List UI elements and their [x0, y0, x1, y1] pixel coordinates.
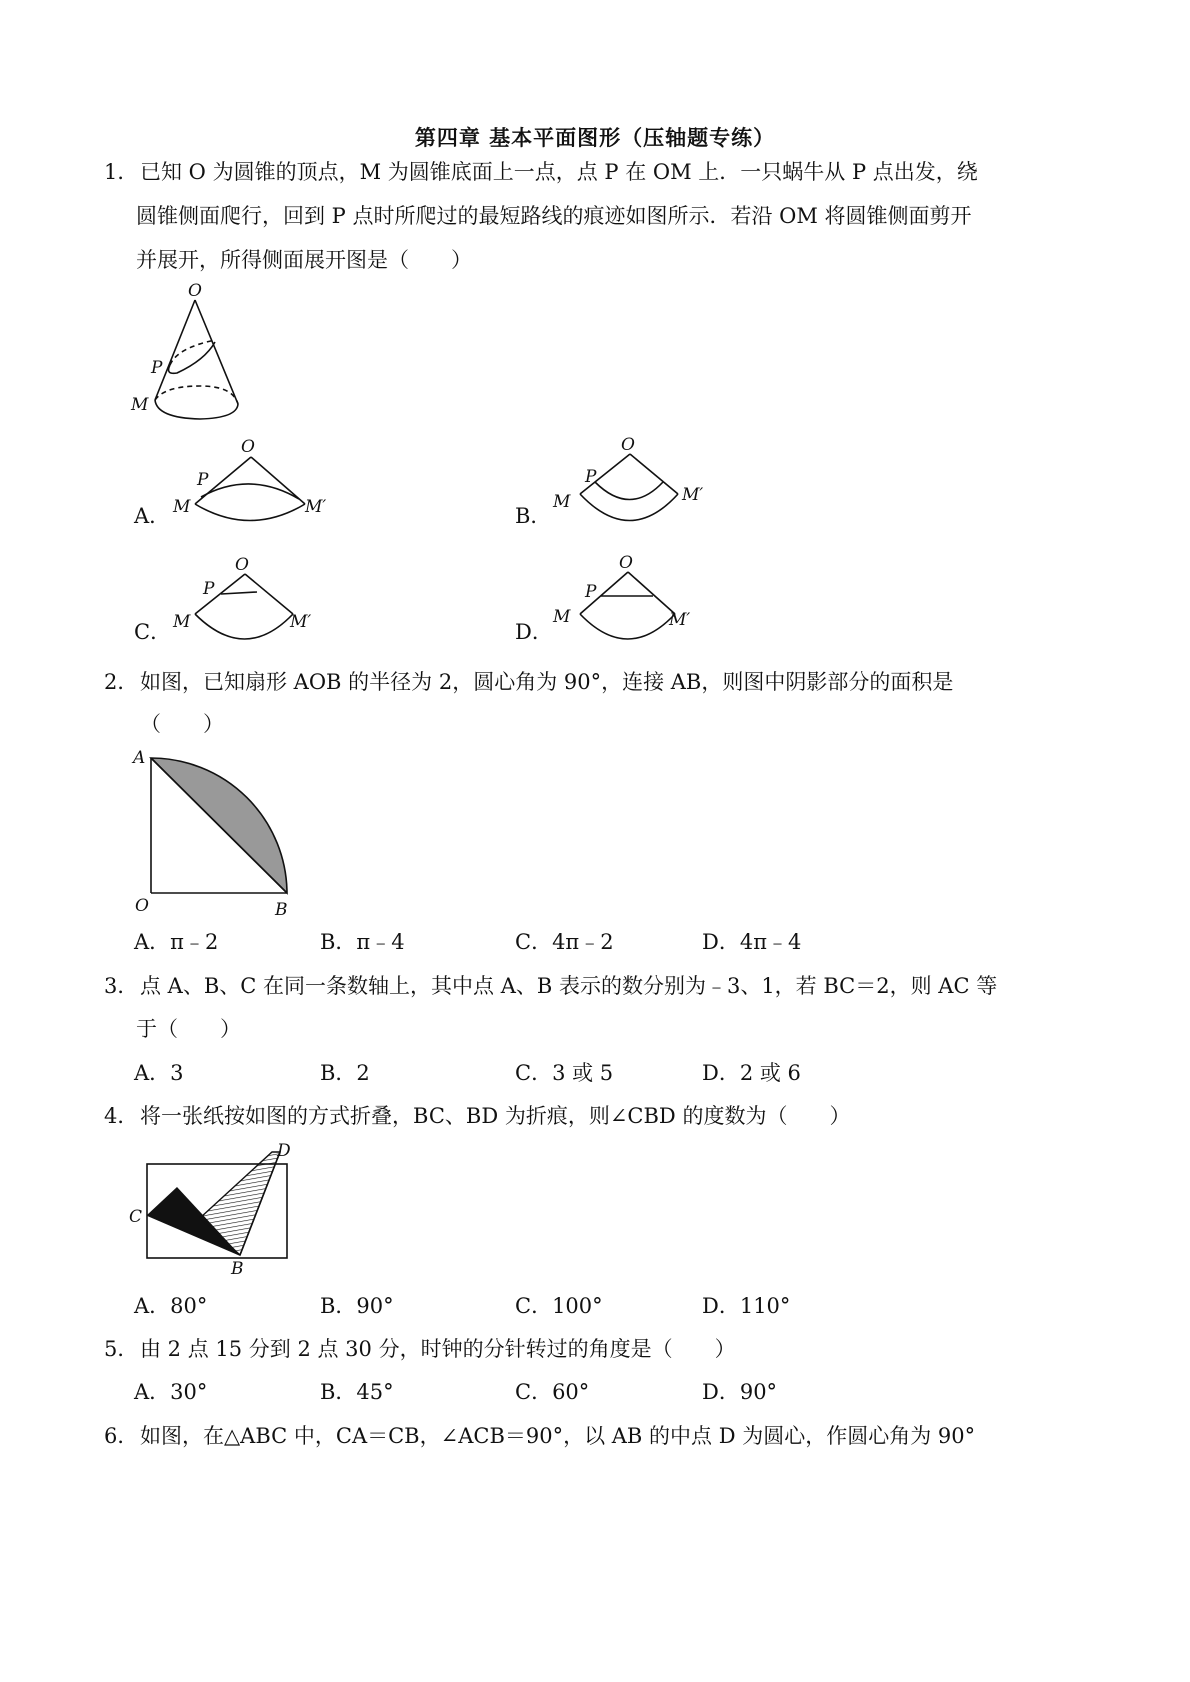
q2-label-o: O — [135, 896, 149, 916]
cone-label-p: P — [151, 358, 163, 378]
option-b-label-p: P — [585, 467, 597, 487]
option-a-label-p: P — [197, 470, 209, 490]
q1-option-a-figure — [165, 432, 345, 532]
cone-label-m: M — [131, 395, 149, 415]
q3-option-d: D．2 或 6 — [702, 1061, 801, 1085]
q1-option-d-figure — [545, 552, 725, 652]
option-a-label-m: M — [173, 497, 191, 517]
q4-number: 4． — [104, 1104, 139, 1128]
q5-option-c: C．60° — [515, 1380, 590, 1404]
q3-number: 3． — [104, 974, 139, 998]
q1-cone-figure — [125, 280, 255, 425]
q3-line-1: 点 A、B、C 在同一条数轴上，其中点 A、B 表示的数分别为﹣3、1，若 BC＝2，则 AC 等 — [140, 974, 998, 998]
q1-option-b-figure — [545, 432, 725, 532]
q3-option-b: B．2 — [320, 1061, 370, 1085]
option-d-label-m: M — [553, 607, 571, 627]
q1-line-1: 已知 O 为圆锥的顶点，M 为圆锥底面上一点，点 P 在 OM 上．一只蜗牛从 P 点出发，绕 — [140, 160, 978, 184]
option-d-label-m2: M′ — [669, 610, 691, 630]
q2-label-a: A — [133, 748, 146, 768]
q4-option-d: D．110° — [702, 1294, 791, 1318]
q4-fold-figure — [125, 1140, 305, 1280]
option-c-label-o: O — [235, 555, 249, 575]
q4-option-c: C．100° — [515, 1294, 603, 1318]
option-c-label-m2: M′ — [290, 612, 312, 632]
q2-option-d: D．4π﹣4 — [702, 930, 802, 954]
q1-option-a-label: A． — [134, 504, 171, 528]
q6-line-1: 如图，在△ABC 中，CA＝CB，∠ACB＝90°，以 AB 的中点 D 为圆心，作圆心角为 90° — [140, 1424, 976, 1448]
q2-number: 2． — [104, 670, 139, 694]
q4-line-1: 将一张纸按如图的方式折叠，BC、BD 为折痕，则∠CBD 的度数为（ ） — [140, 1104, 851, 1128]
q2-sector-figure — [125, 745, 315, 920]
option-c-label-p: P — [203, 579, 215, 599]
q4-option-b: B．90° — [320, 1294, 394, 1318]
q2-label-b: B — [275, 900, 288, 920]
q1-line-3: 并展开，所得侧面展开图是（ ） — [136, 248, 472, 272]
option-d-label-o: O — [619, 553, 633, 573]
q1-option-c-figure — [165, 552, 345, 652]
q2-line-1: 如图，已知扇形 AOB 的半径为 2，圆心角为 90°，连接 AB，则图中阴影部分的面积是 — [140, 670, 954, 694]
q2-option-c: C．4π﹣2 — [515, 930, 614, 954]
page-title: 第四章 基本平面图形（压轴题专练） — [414, 125, 776, 150]
q3-line-2: 于（ ） — [136, 1017, 241, 1041]
option-c-label-m: M — [173, 612, 191, 632]
q4-option-a: A．80° — [134, 1294, 208, 1318]
q5-number: 5． — [104, 1337, 139, 1361]
q1-line-2: 圆锥侧面爬行，回到 P 点时所爬过的最短路线的痕迹如图所示．若沿 OM 将圆锥侧面剪开 — [136, 204, 972, 228]
q1-option-c-label: C． — [134, 620, 172, 644]
q3-option-c: C．3 或 5 — [515, 1061, 614, 1085]
q5-option-d: D．90° — [702, 1380, 778, 1404]
q2-option-a: A．π﹣2 — [134, 930, 219, 954]
option-b-label-m2: M′ — [682, 485, 704, 505]
q6-number: 6． — [104, 1424, 139, 1448]
q1-option-b-label: B． — [515, 504, 552, 528]
q4-label-d: D — [277, 1141, 291, 1161]
option-b-label-m: M — [553, 492, 571, 512]
q4-label-b: B — [231, 1259, 244, 1279]
q4-label-c: C — [129, 1207, 143, 1227]
q5-option-a: A．30° — [134, 1380, 208, 1404]
q1-option-d-label: D． — [515, 620, 553, 644]
option-a-label-m2: M′ — [305, 497, 327, 517]
option-b-label-o: O — [621, 435, 635, 455]
q1-number: 1． — [104, 160, 139, 184]
q2-option-b: B．π﹣4 — [320, 930, 405, 954]
cone-label-o: O — [188, 281, 202, 301]
q5-option-b: B．45° — [320, 1380, 394, 1404]
q2-line-2: （ ） — [140, 712, 224, 736]
option-a-label-o: O — [241, 437, 255, 457]
q5-line-1: 由 2 点 15 分到 2 点 30 分，时钟的分针转过的角度是（ ） — [140, 1337, 736, 1361]
option-d-label-p: P — [585, 582, 597, 602]
q3-option-a: A．3 — [134, 1061, 184, 1085]
